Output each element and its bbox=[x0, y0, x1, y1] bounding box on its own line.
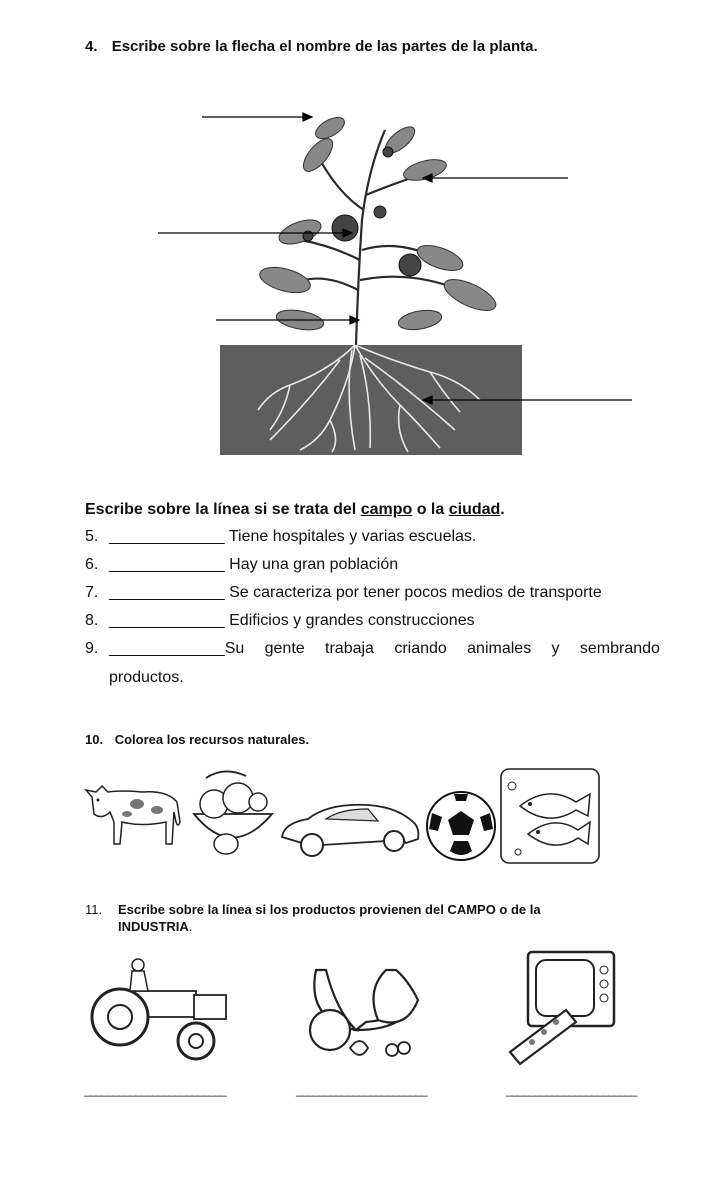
question-4-number: 4. bbox=[85, 38, 98, 55]
answer-line-tv[interactable]: _______________________ bbox=[506, 1083, 637, 1097]
item-text: Edificios y grandes construcciones bbox=[224, 612, 475, 629]
item-text: Tiene hospitales y varias escuelas. bbox=[224, 528, 477, 545]
plant-illustration bbox=[0, 0, 728, 470]
campo-ciudad-instruction bbox=[85, 501, 505, 519]
industria-word: INDUSTRIA bbox=[118, 919, 189, 934]
fish-image[interactable] bbox=[498, 766, 602, 866]
question-11 bbox=[85, 902, 541, 934]
answer-line-tractor[interactable]: _________________________ bbox=[84, 1083, 226, 1097]
question-10-number: 10. bbox=[85, 732, 104, 747]
item-number: 6. bbox=[85, 556, 99, 573]
item-word: animales bbox=[467, 640, 532, 657]
soccer-ball-image[interactable] bbox=[424, 789, 498, 863]
question-11-line2 bbox=[118, 919, 192, 934]
item-word: criando bbox=[394, 640, 447, 657]
answer-blank[interactable]: _____________ bbox=[109, 640, 225, 657]
instruction-middle: o la bbox=[412, 501, 449, 518]
item-6 bbox=[85, 556, 660, 574]
item-word: Su bbox=[224, 640, 245, 657]
fruits-image bbox=[296, 950, 426, 1065]
answer-blank[interactable]: _____________ bbox=[109, 584, 225, 601]
question-10-text: Colorea los recursos naturales. bbox=[114, 732, 310, 747]
tractor-image bbox=[86, 955, 236, 1065]
instruction-prefix: Escribe sobre la línea si se trata del bbox=[85, 501, 361, 518]
item-word: y bbox=[551, 640, 560, 657]
instruction-suffix: . bbox=[500, 501, 505, 518]
item-number: 5. bbox=[85, 528, 99, 545]
item-text: Se caracteriza por tener pocos medios de transporte bbox=[224, 584, 602, 601]
item-9 bbox=[85, 640, 660, 658]
item-number: 8. bbox=[85, 612, 99, 629]
answer-blank[interactable]: _____________ bbox=[109, 556, 225, 573]
cow-image[interactable] bbox=[82, 772, 184, 852]
tv-remote-image bbox=[504, 948, 618, 1066]
question-11-suffix: . bbox=[188, 919, 193, 934]
item-9-continuation: productos. bbox=[109, 669, 184, 686]
item-number: 7. bbox=[85, 584, 99, 601]
answer-blank[interactable]: _____________ bbox=[109, 528, 225, 545]
item-word: sembrando bbox=[579, 640, 660, 657]
item-word: gente bbox=[264, 640, 305, 657]
question-10 bbox=[85, 732, 309, 747]
item-8 bbox=[85, 612, 660, 630]
item-number: 9. bbox=[85, 640, 99, 657]
ciudad-word: ciudad bbox=[448, 501, 501, 518]
item-word: trabaja bbox=[325, 640, 374, 657]
fruit-bowl-image[interactable] bbox=[186, 766, 278, 858]
question-4-text: Escribe sobre la flecha el nombre de las partes de la planta. bbox=[111, 38, 538, 55]
item-5 bbox=[85, 528, 660, 546]
item-text: Hay una gran población bbox=[224, 556, 399, 573]
campo-word: campo bbox=[360, 501, 413, 518]
answer-line-fruits[interactable]: _______________________ bbox=[296, 1083, 427, 1097]
car-image[interactable] bbox=[278, 795, 422, 861]
answer-blank[interactable]: _____________ bbox=[109, 612, 225, 629]
item-7 bbox=[85, 584, 660, 602]
question-11-line1: Escribe sobre la línea si los productos provienen del CAMPO o de la bbox=[118, 902, 541, 917]
question-11-number: 11. bbox=[85, 902, 103, 917]
